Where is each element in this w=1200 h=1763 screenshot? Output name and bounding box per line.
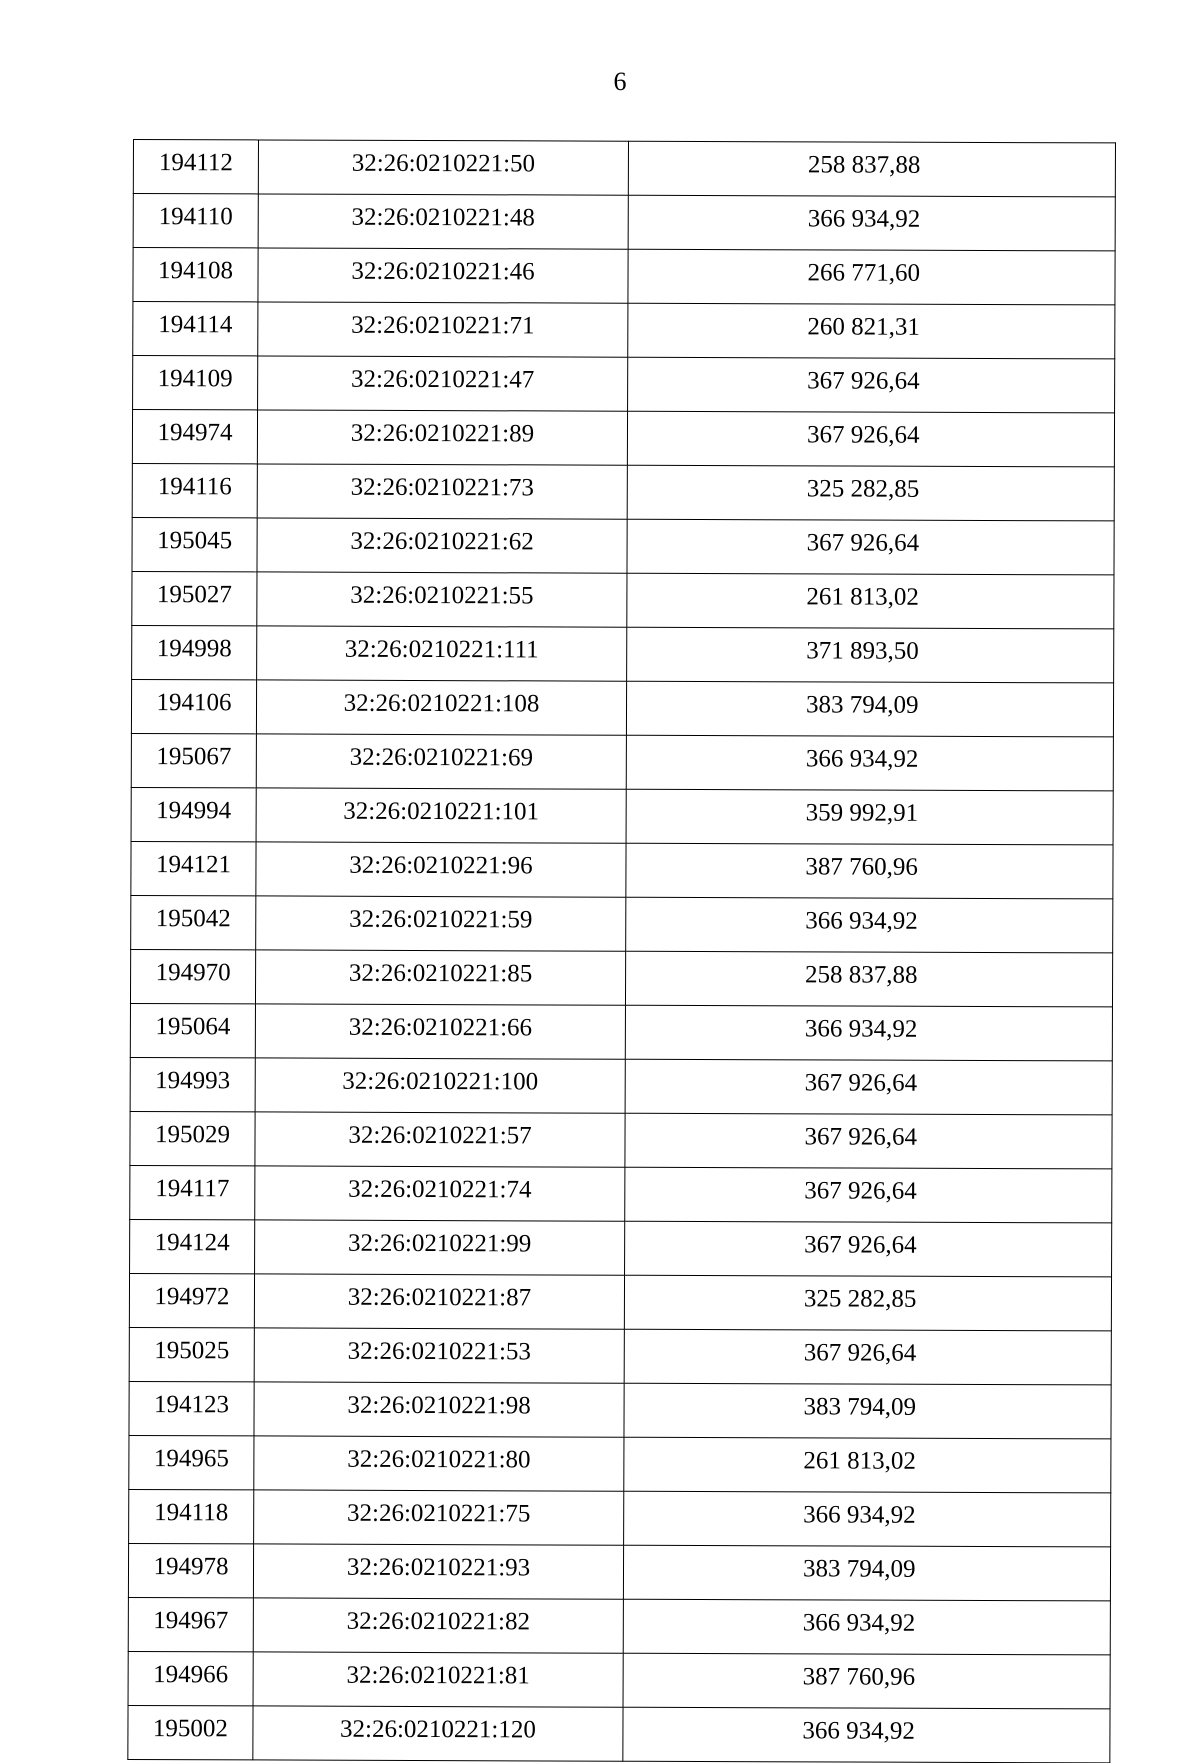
cadastral-value-cell: 366 934,92: [624, 1491, 1111, 1547]
table-row: [132, 571, 1114, 628]
table-row: [133, 356, 1115, 413]
cadastral-number-cell: 32:26:0210221:101: [256, 788, 626, 843]
cadastral-value-cell: 366 934,92: [626, 897, 1113, 953]
table-row: [128, 1651, 1110, 1708]
table-row: [129, 1381, 1111, 1438]
cadastral-value-cell: 367 926,64: [627, 411, 1114, 467]
record-id-cell: 194967: [128, 1597, 253, 1651]
cadastral-value-cell: 359 992,91: [626, 789, 1113, 845]
cadastral-number-cell: 32:26:0210221:87: [254, 1274, 624, 1329]
table-row: [129, 1489, 1111, 1546]
cadastral-number-cell: 32:26:0210221:100: [255, 1058, 625, 1113]
table-row: [130, 1057, 1112, 1114]
cadastral-value-cell: 366 934,92: [628, 195, 1115, 251]
cadastral-number-cell: 32:26:0210221:82: [253, 1598, 623, 1653]
record-id-cell: 195027: [132, 571, 257, 625]
record-id-cell: 194993: [130, 1057, 255, 1111]
cadastral-number-cell: 32:26:0210221:96: [256, 842, 626, 897]
table-row: [128, 1543, 1110, 1600]
cadastral-value-cell: 325 282,85: [624, 1275, 1111, 1331]
cadastral-value-table: [127, 139, 1116, 1763]
table-row: [132, 463, 1114, 520]
table-row: [129, 1435, 1111, 1492]
record-id-cell: 194110: [133, 194, 258, 248]
record-id-cell: 195067: [131, 733, 256, 787]
cadastral-value-cell: 367 926,64: [625, 1167, 1112, 1223]
record-id-cell: 194972: [129, 1273, 254, 1327]
table-row: [128, 1705, 1110, 1762]
table-row: [129, 1273, 1111, 1330]
record-id-cell: 194965: [129, 1435, 254, 1489]
table-row: [133, 302, 1115, 359]
table-row: [130, 1219, 1112, 1276]
record-id-cell: 194109: [133, 356, 258, 410]
table-row: [131, 787, 1113, 844]
record-id-cell: 194108: [133, 248, 258, 302]
table-row: [131, 679, 1113, 736]
record-id-cell: 194116: [132, 463, 257, 517]
cadastral-value-cell: 367 926,64: [625, 1113, 1112, 1169]
cadastral-number-cell: 32:26:0210221:71: [258, 302, 628, 357]
record-id-cell: 195029: [130, 1111, 255, 1165]
cadastral-number-cell: 32:26:0210221:59: [256, 896, 626, 951]
cadastral-number-cell: 32:26:0210221:66: [255, 1004, 625, 1059]
record-id-cell: 194114: [133, 302, 258, 356]
cadastral-value-cell: 366 934,92: [625, 1005, 1112, 1061]
cadastral-value-cell: 266 771,60: [628, 249, 1115, 305]
record-id-cell: 194966: [128, 1651, 253, 1705]
cadastral-value-cell: 383 794,09: [626, 681, 1113, 737]
record-id-cell: 194998: [132, 625, 257, 679]
table-row: [128, 1597, 1110, 1654]
cadastral-number-cell: 32:26:0210221:81: [253, 1652, 623, 1707]
cadastral-number-cell: 32:26:0210221:93: [253, 1544, 623, 1599]
table-body: [128, 140, 1116, 1763]
cadastral-value-cell: 260 821,31: [628, 303, 1115, 359]
table-row: [133, 248, 1115, 305]
table-row: [131, 895, 1113, 952]
cadastral-value-cell: 366 934,92: [626, 735, 1113, 791]
cadastral-number-cell: 32:26:0210221:98: [254, 1382, 624, 1437]
cadastral-number-cell: 32:26:0210221:120: [253, 1706, 623, 1761]
record-id-cell: 194123: [129, 1381, 254, 1435]
cadastral-number-cell: 32:26:0210221:80: [254, 1436, 624, 1491]
record-id-cell: 194112: [133, 140, 258, 194]
cadastral-value-cell: 383 794,09: [624, 1383, 1111, 1439]
record-id-cell: 194994: [131, 787, 256, 841]
record-id-cell: 194124: [130, 1219, 255, 1273]
cadastral-value-cell: 258 837,88: [625, 951, 1112, 1007]
table-row: [132, 410, 1114, 467]
record-id-cell: 195042: [131, 895, 256, 949]
cadastral-value-cell: 261 813,02: [624, 1437, 1111, 1493]
cadastral-number-cell: 32:26:0210221:89: [257, 410, 627, 465]
cadastral-value-cell: 383 794,09: [623, 1545, 1110, 1601]
record-id-cell: 194117: [130, 1165, 255, 1219]
cadastral-value-cell: 258 837,88: [628, 141, 1115, 197]
record-id-cell: 195045: [132, 517, 257, 571]
table-row: [130, 1003, 1112, 1060]
cadastral-value-cell: 325 282,85: [627, 465, 1114, 521]
cadastral-number-cell: 32:26:0210221:57: [255, 1112, 625, 1167]
record-id-cell: 195064: [130, 1003, 255, 1057]
table-row: [133, 140, 1115, 197]
record-id-cell: 194970: [130, 949, 255, 1003]
record-id-cell: 194118: [129, 1489, 254, 1543]
table-row: [129, 1327, 1111, 1384]
cadastral-number-cell: 32:26:0210221:73: [257, 464, 627, 519]
cadastral-number-cell: 32:26:0210221:111: [257, 626, 627, 681]
cadastral-value-cell: 387 760,96: [626, 843, 1113, 899]
cadastral-number-cell: 32:26:0210221:62: [257, 518, 627, 573]
cadastral-number-cell: 32:26:0210221:50: [258, 140, 628, 195]
table-row: [130, 949, 1112, 1006]
cadastral-number-cell: 32:26:0210221:48: [258, 194, 628, 249]
cadastral-number-cell: 32:26:0210221:74: [255, 1166, 625, 1221]
table-row: [133, 194, 1115, 251]
record-id-cell: 194978: [128, 1543, 253, 1597]
cadastral-number-cell: 32:26:0210221:99: [255, 1220, 625, 1275]
cadastral-number-cell: 32:26:0210221:69: [256, 734, 626, 789]
cadastral-number-cell: 32:26:0210221:53: [254, 1328, 624, 1383]
cadastral-value-cell: 367 926,64: [625, 1221, 1112, 1277]
cadastral-number-cell: 32:26:0210221:46: [258, 248, 628, 303]
table-row: [131, 733, 1113, 790]
record-id-cell: 195025: [129, 1327, 254, 1381]
record-id-cell: 194106: [131, 679, 256, 733]
cadastral-number-cell: 32:26:0210221:47: [258, 356, 628, 411]
cadastral-value-cell: 367 926,64: [625, 1059, 1112, 1115]
page-number: 6: [613, 67, 627, 96]
cadastral-value-cell: 261 813,02: [627, 573, 1114, 629]
table-row: [132, 625, 1114, 682]
table-row: [131, 841, 1113, 898]
record-id-cell: 194121: [131, 841, 256, 895]
cadastral-value-cell: 387 760,96: [623, 1653, 1110, 1709]
record-id-cell: 195002: [128, 1705, 253, 1759]
table-row: [132, 517, 1114, 574]
cadastral-value-cell: 367 926,64: [628, 357, 1115, 413]
table-row: [130, 1165, 1112, 1222]
cadastral-number-cell: 32:26:0210221:85: [255, 950, 625, 1005]
record-id-cell: 194974: [132, 410, 257, 464]
cadastral-number-cell: 32:26:0210221:75: [254, 1490, 624, 1545]
table-row: [130, 1111, 1112, 1168]
cadastral-value-cell: 371 893,50: [627, 627, 1114, 683]
cadastral-value-cell: 366 934,92: [623, 1707, 1110, 1763]
cadastral-number-cell: 32:26:0210221:55: [257, 572, 627, 627]
cadastral-value-cell: 367 926,64: [627, 519, 1114, 575]
cadastral-value-cell: 367 926,64: [624, 1329, 1111, 1385]
cadastral-value-cell: 366 934,92: [623, 1599, 1110, 1655]
cadastral-number-cell: 32:26:0210221:108: [256, 680, 626, 735]
